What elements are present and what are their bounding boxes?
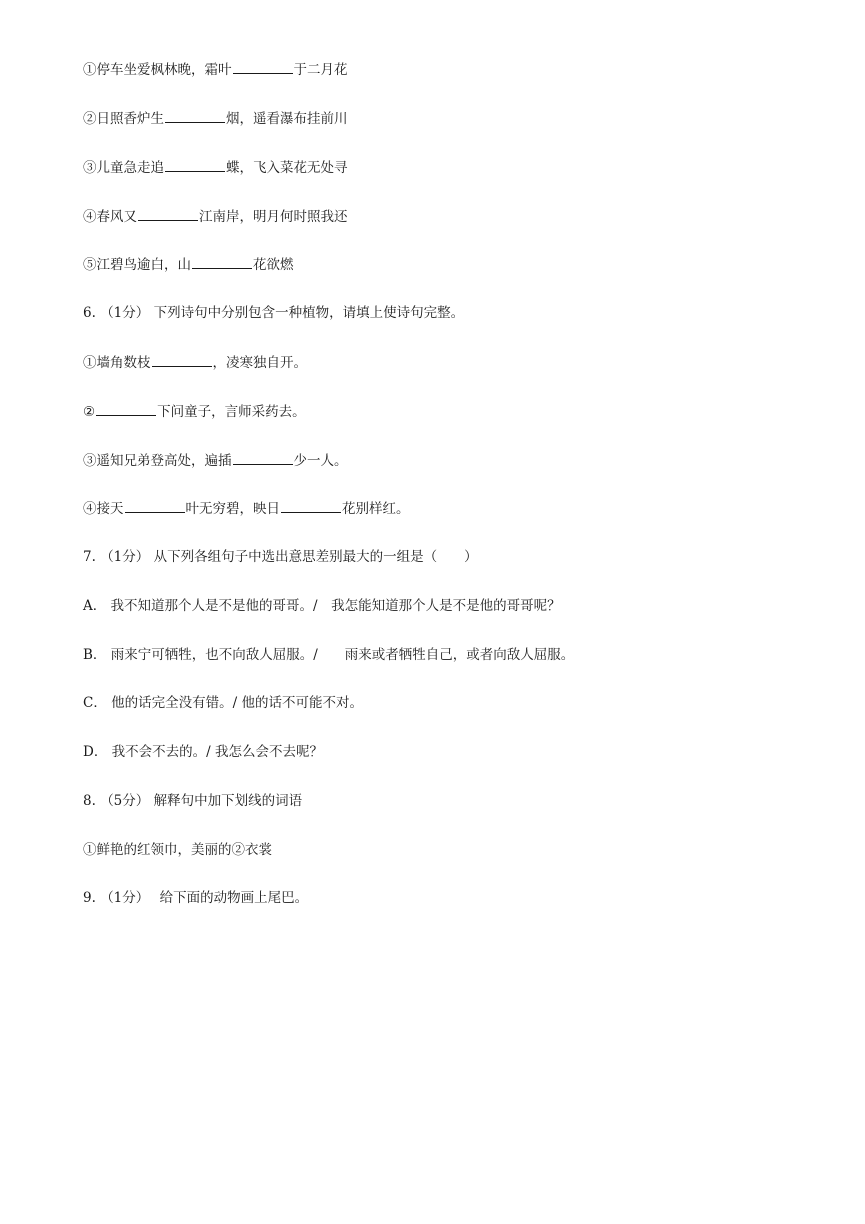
q7-option-a-text: 我不知道那个人是不是他的哥哥。/ 我怎能知道那个人是不是他的哥哥呢？ (110, 598, 561, 614)
q5-item-3-blank[interactable] (165, 157, 225, 172)
q7-option-b[interactable] (83, 645, 574, 665)
q6-item-4-before: ④接天 (83, 501, 124, 517)
q7-score: （1分） (100, 549, 150, 565)
q6-item-4 (83, 498, 410, 519)
q5-item-5-after: 花欲燃 (253, 257, 294, 273)
q6-header (83, 303, 464, 323)
q8-text (83, 840, 272, 860)
q6-item-1-blank[interactable] (152, 352, 212, 367)
q7-option-c-text: 他的话完全没有错。/ 他的话不可能不对。 (111, 695, 363, 711)
q9-number: 9. (83, 890, 96, 906)
q6-item-1-after: ，凌寒独自开。 (212, 355, 307, 371)
q5-item-4-before: ④春风又 (83, 209, 137, 225)
q5-item-4-after: 江南岸，明月何时照我还 (199, 209, 348, 225)
q5-item-1 (83, 59, 348, 80)
q9-header (83, 888, 308, 908)
q6-item-1-before: ①墙角数枝 (83, 355, 151, 371)
q5-item-3-before: ③儿童急走追 (83, 160, 164, 176)
q5-item-3-after: 蝶，飞入菜花无处寻 (226, 160, 348, 176)
q7-header (83, 547, 478, 567)
q9-prompt: 给下面的动物画上尾巴。 (159, 890, 309, 906)
q7-option-b-label: B． (83, 647, 107, 663)
q8-sentence: ①鲜艳的红领巾，美丽的②衣裳 (83, 842, 272, 858)
q7-option-c-label: C． (83, 695, 107, 711)
q7-prompt: 从下列各组句子中选出意思差别最大的一组是（ ） (153, 549, 478, 565)
q6-item-3-blank[interactable] (233, 450, 293, 465)
q5-item-2-before: ②日照香炉生 (83, 111, 164, 127)
q8-number: 8. (83, 793, 96, 809)
q5-item-2-blank[interactable] (165, 108, 225, 123)
q6-item-2-before: ② (83, 404, 96, 420)
q6-item-4-middle: 叶无穷碧，映日 (185, 501, 280, 517)
q6-item-4-after: 花别样红。 (342, 501, 410, 517)
q5-item-2 (83, 108, 348, 129)
q7-option-d-text: 我不会不去的。/ 我怎么会不去呢？ (111, 744, 323, 760)
q6-item-2 (83, 401, 306, 422)
q6-number: 6. (83, 305, 96, 321)
q6-item-4-blank-1[interactable] (125, 498, 185, 513)
q6-item-4-blank-2[interactable] (281, 498, 341, 513)
q6-item-3 (83, 450, 348, 471)
q6-prompt: 下列诗句中分别包含一种植物，请填上使诗句完整。 (153, 305, 465, 321)
q5-item-1-before: ①停车坐爱枫林晚，霜叶 (83, 62, 232, 78)
q5-item-5-before: ⑤江碧鸟逾白，山 (83, 257, 191, 273)
q7-option-a[interactable] (83, 596, 561, 616)
q6-item-2-blank[interactable] (96, 401, 156, 416)
q5-item-4 (83, 206, 348, 227)
q6-item-2-after: 下问童子，言师采药去。 (157, 404, 306, 420)
q7-option-b-text: 雨来宁可牺牲，也不向敌人屈服。/ 雨来或者牺牲自己，或者向敌人屈服。 (110, 647, 575, 663)
q8-header (83, 791, 302, 811)
q5-item-2-after: 烟，遥看瀑布挂前川 (226, 111, 348, 127)
q7-option-a-label: A． (83, 598, 107, 614)
q7-option-c[interactable] (83, 693, 363, 713)
q6-score: （1分） (100, 305, 150, 321)
q8-score: （5分） (100, 793, 150, 809)
q9-score: （1分） (100, 890, 150, 906)
q5-item-3 (83, 157, 348, 178)
q6-item-3-after: 少一人。 (293, 453, 348, 469)
q5-item-5-blank[interactable] (192, 254, 252, 269)
q5-item-1-blank[interactable] (233, 59, 293, 74)
q5-item-5 (83, 254, 294, 275)
q5-item-1-after: 于二月花 (293, 62, 348, 78)
q8-prompt: 解释句中加下划线的词语 (153, 793, 303, 809)
q5-item-4-blank[interactable] (138, 206, 198, 221)
q6-item-1 (83, 352, 307, 373)
q7-option-d[interactable] (83, 742, 323, 762)
q7-option-d-label: D． (83, 744, 108, 760)
q6-item-3-before: ③遥知兄弟登高处，遍插 (83, 453, 232, 469)
q7-number: 7. (83, 549, 96, 565)
